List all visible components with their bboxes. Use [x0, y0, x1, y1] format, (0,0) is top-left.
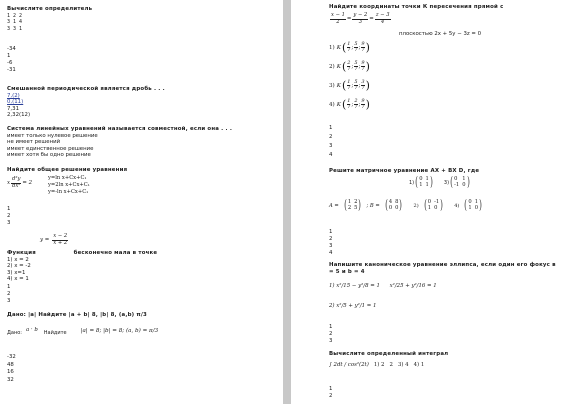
answer-option: 1	[7, 53, 11, 59]
vector-expression: a · b	[25, 326, 38, 333]
answer-option: 3	[329, 143, 333, 149]
ellipse-option-row2	[329, 303, 376, 310]
page-left	[0, 0, 283, 404]
answer-option: 3	[7, 298, 11, 304]
answer-option: 2	[7, 213, 11, 219]
ode-equation	[7, 177, 32, 189]
answer-option: 3) ( 0 1 -1 0 )	[443, 175, 470, 190]
matrix-options-top	[409, 176, 471, 189]
question-integral	[329, 351, 448, 358]
answers-integral	[329, 386, 332, 400]
question-determinant	[7, 6, 92, 32]
question-vectors	[7, 312, 147, 319]
answer-option: 2	[329, 134, 333, 140]
question-matrix-equation	[329, 168, 479, 175]
answer-option: 1	[329, 324, 333, 330]
answer-option: имеет единственное решение	[7, 145, 94, 152]
question-title: Решите матричное уравнение AX + BX D, где	[329, 168, 480, 174]
intersection-options	[329, 38, 377, 114]
answers-determinant	[7, 46, 16, 74]
ode-derivative: $\frac{\text{d²y}}{\text{dx²}}$	[12, 176, 21, 189]
answer-option: 2) x = -2	[7, 263, 31, 270]
line-equation: $\frac{x - 1}{2}$ = $\frac{y - 2}{3}$ = $\frac{z - 3}{4}$	[331, 12, 390, 25]
answer-option: 1) ( 0 1 1 1 )	[409, 175, 433, 190]
answer-option: 2,32(12)	[7, 112, 31, 119]
answer-option: 3	[7, 220, 11, 226]
question-title: Напишите каноническое уравнение эллипса, если один его фокус в	[329, 262, 556, 268]
answer-option: имеет хотя бы одно решение	[7, 152, 91, 159]
matrix-row: 1 2 2	[7, 12, 23, 19]
question-title: Вычислите определитель	[7, 6, 93, 12]
ode-prefix: x	[7, 179, 11, 186]
question-title: Найдите координаты точки К пересечения прямой с	[329, 4, 504, 10]
integral-options	[329, 362, 424, 369]
question-ode	[7, 167, 127, 174]
question-intersection	[329, 4, 503, 11]
answer-option: 2	[7, 291, 11, 297]
vectors-formula	[7, 320, 181, 346]
question-subtitle: = 5 и b = 4	[329, 268, 365, 275]
ellipse-option-row1	[329, 283, 437, 290]
answers-vectors	[7, 354, 16, 384]
answer-option: 3	[329, 243, 333, 249]
answer-option: 1	[7, 206, 11, 212]
answer-option: 1) x²/15 − y²/8 = 1	[329, 283, 380, 289]
answer-option: имеет только нулевое решение	[7, 132, 98, 139]
answers-ellipse	[329, 324, 332, 345]
answer-option: 7,(2)	[7, 92, 20, 99]
matrix-row: 3 1 4	[7, 19, 23, 26]
answer-option: 2	[389, 362, 393, 368]
function-fraction: $\frac{x - 2}{x + 2}$	[53, 233, 68, 246]
ode-solutions	[48, 175, 90, 196]
question-title: Дано: |a| Найдите |a + b| 8, |b| 8, (a,b) π/3	[7, 312, 148, 318]
answer-option: -31	[7, 67, 16, 73]
answer-option: 32	[7, 376, 14, 383]
given-label: Дано:	[7, 329, 22, 336]
answers-intersection	[329, 124, 332, 160]
answer-option: 3) x=1	[7, 269, 26, 276]
answer-option: 4	[329, 250, 333, 256]
ode-solution: y=2ln x+Cx+C₁	[48, 182, 90, 188]
answer-option: 2) K ( 2 7 ; 5 7 ; 9 7 )	[329, 59, 370, 73]
answers-function	[7, 284, 10, 305]
matrix-definitions: A = ( 1 2 2 5 ) ; B = ( 4 8 0 0 ) 2) ( 0 -1 1 0 ) 4) ( 0 1 1 0 )	[329, 198, 482, 213]
answer-option: 1) 2	[373, 362, 385, 368]
answer-option: не имеет решений	[7, 139, 61, 146]
integral-expression: ∫ 2dt / cos²(2t)	[329, 362, 369, 368]
question-title: Смешанной периодической является дробь . . .	[7, 86, 165, 92]
question-tail: бесконечно мала в точке	[73, 250, 158, 256]
answer-option: -34	[7, 46, 16, 52]
answer-option: 2	[329, 331, 333, 337]
page-right	[291, 0, 576, 404]
question-system	[7, 126, 232, 159]
answer-option: 4) 1	[413, 362, 425, 368]
function-formula	[40, 234, 69, 246]
answer-option: 1	[329, 386, 333, 392]
question-ellipse	[329, 262, 556, 275]
answer-option: 2	[329, 236, 333, 242]
answer-option: 48	[7, 361, 14, 368]
question-title: Система линейных уравнений называется совместной, если она . . .	[7, 126, 233, 132]
matrix-row: 3 3 1	[7, 25, 23, 32]
answer-option: 1) x = 2	[7, 256, 29, 263]
answer-option: 7,31	[7, 105, 20, 112]
answer-option: 4	[329, 152, 333, 158]
answer-option: 3	[329, 338, 333, 344]
answer-option: 0,(11)	[7, 99, 24, 106]
answer-option: 16	[7, 369, 14, 376]
question-fraction	[7, 86, 165, 119]
find-label: Найдите	[43, 329, 67, 336]
question-title: Вычислите определенный интеграл	[329, 351, 449, 357]
ode-solution: y=-ln x+Cx+C₁	[48, 189, 89, 195]
answer-option: -32	[7, 354, 16, 360]
answer-option: 4) x = 1	[7, 276, 29, 283]
question-label: Функция	[7, 250, 36, 256]
answer-option: -6	[7, 60, 13, 66]
answer-option: 1) K ( 1 7 ; 5 7 ; 9 7 )	[329, 40, 370, 54]
answer-option: 3) K ( 1 7 ; 5 7 ; 3 7 )	[329, 78, 370, 92]
answer-option: 3) 4	[397, 362, 409, 368]
question-function	[7, 250, 157, 283]
answer-option: 2	[329, 393, 333, 399]
answers-matrix	[329, 229, 332, 257]
question-title: Найдите общее решение уравнения	[7, 167, 128, 173]
answer-option: 1	[329, 229, 333, 235]
answer-option: 2) x²/5 + y²/1 = 1	[329, 303, 377, 309]
answer-option: x²/25 + y²/16 = 1	[389, 283, 437, 289]
answer-option: 1	[7, 284, 11, 290]
function-lhs: y =	[40, 236, 50, 243]
given-values: |a| = 8; |b| = 8; (a, b) = π/3	[80, 327, 159, 334]
answer-option: 4) K ( 1 7 ; 2 7 ; 9 7 )	[329, 97, 370, 111]
ode-rhs: = 2	[22, 179, 33, 186]
ode-solution: y=ln x+Cx+C₁	[48, 175, 87, 181]
plane-equation: плоскостью 2x + 5y − 3z = 0	[399, 31, 482, 37]
answer-option: 1	[329, 125, 333, 131]
answers-ode	[7, 206, 10, 227]
